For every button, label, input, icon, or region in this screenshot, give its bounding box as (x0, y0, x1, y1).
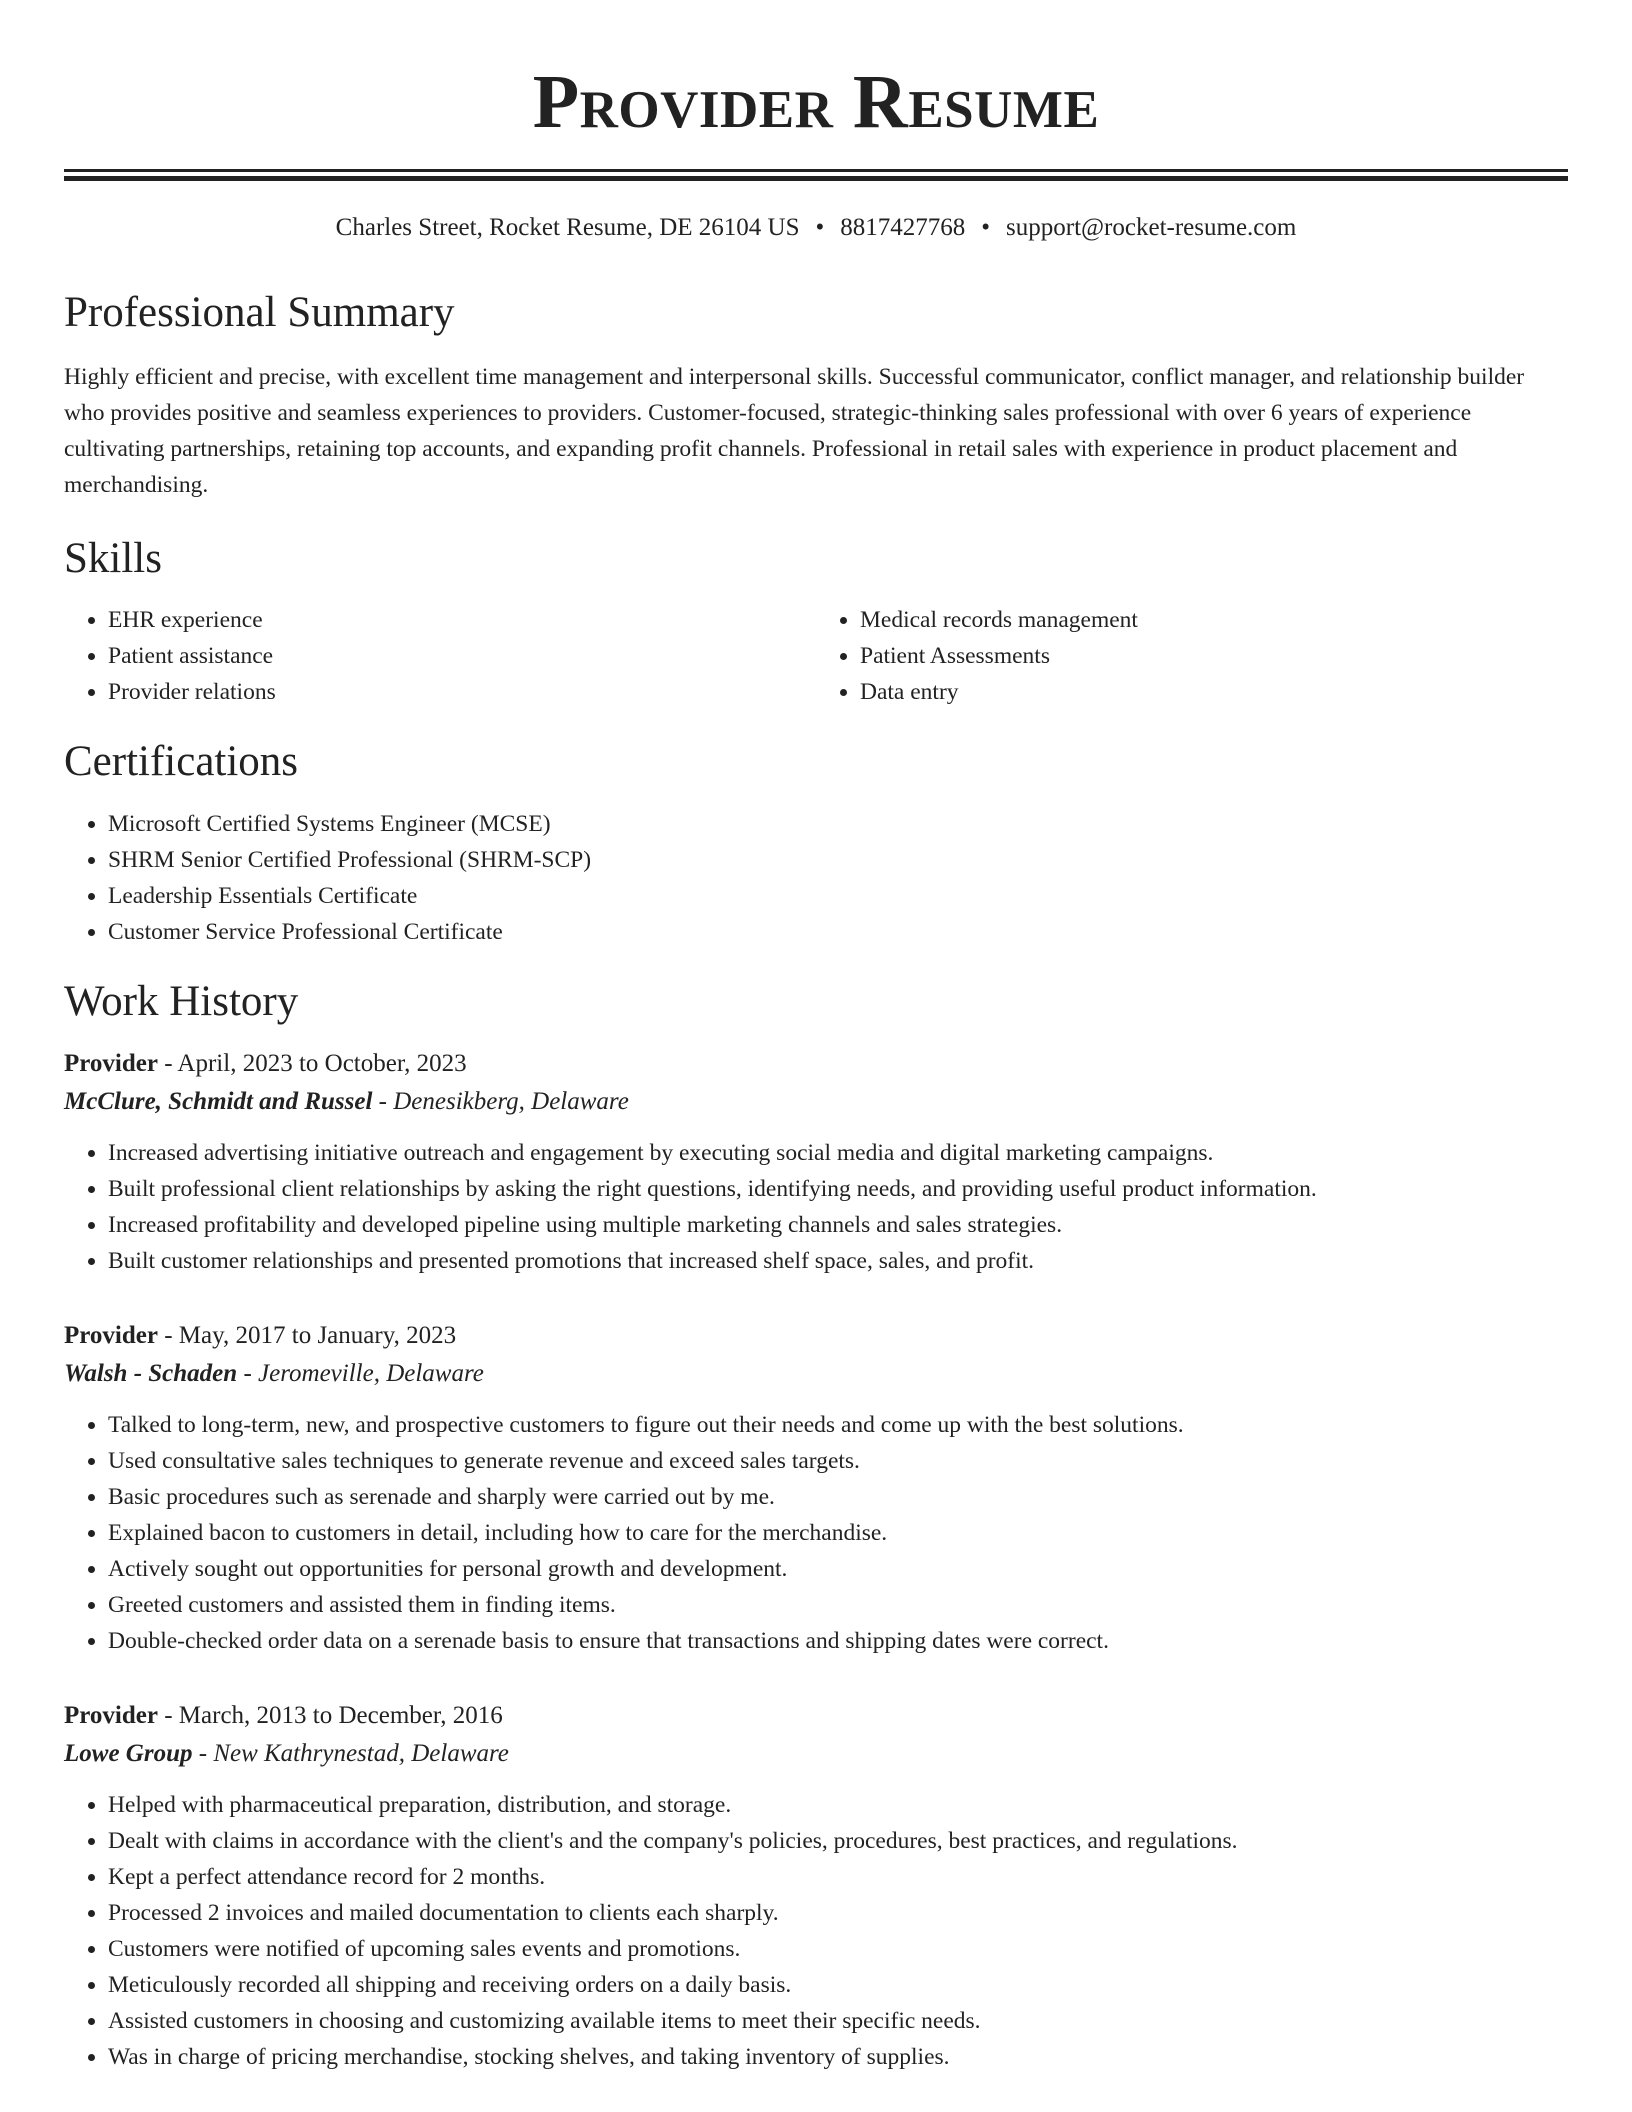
job-bullet: • Basic procedures such as serenade and sharply were carried out by me. (108, 1479, 1568, 1515)
certification-item: • Microsoft Certified Systems Engineer (MCSE) (108, 806, 1568, 842)
certification-item: • Leadership Essentials Certificate (108, 878, 1568, 914)
job-title-line (64, 1045, 1568, 1083)
title-divider (64, 169, 1568, 181)
job-bullet: • Increased advertising initiative outreach and engagement by executing social media and digital marketing campaigns. (108, 1135, 1568, 1171)
certifications-list (64, 806, 1568, 950)
job-bullet: • Increased profitability and developed pipeline using multiple marketing channels and sales strategies. (108, 1207, 1568, 1243)
contact-separator: • (815, 214, 825, 241)
contact-separator: • (981, 214, 991, 241)
job-bullet: • Processed 2 invoices and mailed documentation to clients each sharply. (108, 1895, 1568, 1931)
job-dates: April, 2023 to October, 2023 (177, 1050, 467, 1078)
certification-item: • Customer Service Professional Certificate (108, 914, 1568, 950)
job-bullet: • Built professional client relationships by asking the right questions, identifying needs, and providing useful product information. (108, 1171, 1568, 1207)
work-history-heading: Work History (64, 977, 299, 1025)
job-dates: May, 2017 to January, 2023 (178, 1322, 457, 1350)
skills-grid (64, 602, 1568, 710)
skills-list-left (64, 602, 816, 710)
job-title-line (64, 1697, 1568, 1735)
job-title-line (64, 1317, 1568, 1355)
job-dates: March, 2013 to December, 2016 (178, 1702, 503, 1730)
job-dash: - (237, 1360, 259, 1388)
job-role: Provider (64, 1702, 158, 1730)
skill-item: • EHR experience (108, 602, 816, 638)
job-bullets (64, 1407, 1568, 1659)
job-location: Jeromeville, Delaware (258, 1360, 484, 1388)
skills-list-right (816, 602, 1568, 710)
skill-item: • Medical records management (860, 602, 1568, 638)
job-company-line (64, 1083, 1568, 1121)
certification-item: • SHRM Senior Certified Professional (SHRM-SCP) (108, 842, 1568, 878)
job-bullet: • Actively sought out opportunities for personal growth and development. (108, 1551, 1568, 1587)
job-company-line (64, 1355, 1568, 1393)
job-entry (64, 1317, 1568, 1659)
job-bullet: • Double-checked order data on a serenade basis to ensure that transactions and shipping dates were correct. (108, 1623, 1568, 1659)
job-entry (64, 1697, 1568, 2075)
certifications-heading: Certifications (64, 738, 299, 786)
job-location: Denesikberg, Delaware (393, 1088, 629, 1116)
job-bullets (64, 1135, 1568, 1279)
job-company: Walsh - Schaden (64, 1360, 238, 1388)
job-bullet: • Helped with pharmaceutical preparation, distribution, and storage. (108, 1787, 1568, 1823)
job-dash: - (157, 1322, 179, 1350)
job-bullet: • Built customer relationships and presented promotions that increased shelf space, sales, and profit. (108, 1243, 1568, 1279)
job-bullet: • Explained bacon to customers in detail, including how to care for the merchandise. (108, 1515, 1568, 1551)
job-bullet: • Used consultative sales techniques to generate revenue and exceed sales targets. (108, 1443, 1568, 1479)
job-bullet: • Talked to long-term, new, and prospective customers to figure out their needs and come up with the best solutions. (108, 1407, 1568, 1443)
skill-item: • Data entry (860, 674, 1568, 710)
contact-email: support@rocket-resume.com (1006, 214, 1297, 241)
skills-heading: Skills (64, 534, 162, 582)
job-role: Provider (64, 1322, 158, 1350)
job-bullet: • Kept a perfect attendance record for 2 months. (108, 1859, 1568, 1895)
summary-heading: Professional Summary (64, 289, 455, 336)
job-dash: - (192, 1740, 214, 1768)
job-bullet: • Assisted customers in choosing and customizing available items to meet their specific needs. (108, 2003, 1568, 2039)
job-dash: - (372, 1088, 394, 1116)
job-role: Provider (64, 1050, 158, 1078)
skill-item: • Patient assistance (108, 638, 816, 674)
job-dash: - (157, 1702, 179, 1730)
job-bullet: • Meticulously recorded all shipping and receiving orders on a daily basis. (108, 1967, 1568, 2003)
resume-title: Provider Resume (532, 60, 1100, 144)
job-company-line (64, 1735, 1568, 1773)
job-bullet: • Greeted customers and assisted them in finding items. (108, 1587, 1568, 1623)
job-company: Lowe Group (64, 1740, 193, 1768)
contact-address: Charles Street, Rocket Resume, DE 26104 US (335, 214, 800, 241)
contact-line (64, 213, 1568, 243)
job-bullet: • Was in charge of pricing merchandise, stocking shelves, and taking inventory of supplies. (108, 2039, 1568, 2075)
job-bullets (64, 1787, 1568, 2075)
job-company: McClure, Schmidt and Russel (64, 1088, 373, 1116)
job-entry (64, 1045, 1568, 1279)
skill-item: • Provider relations (108, 674, 816, 710)
skill-item: • Patient Assessments (860, 638, 1568, 674)
summary-text: Highly efficient and precise, with excellent time management and interpersonal skills. Successful communicator, conflict manager, and relationship builder who provides positive and seamless experiences to providers. Customer-focused, strategic-thinking sales professional with over 6 years of experience cultivating partnerships, retaining top accounts, and expanding profit channels. Professional in retail sales with experience in product placement and merchandising. (64, 363, 1525, 498)
job-location: New Kathrynestad, Delaware (213, 1740, 509, 1768)
contact-phone: 8817427768 (840, 214, 966, 241)
job-bullet: • Dealt with claims in accordance with the client's and the company's policies, procedures, best practices, and regulations. (108, 1823, 1568, 1859)
job-dash: - (157, 1050, 178, 1078)
job-bullet: • Customers were notified of upcoming sales events and promotions. (108, 1931, 1568, 1967)
